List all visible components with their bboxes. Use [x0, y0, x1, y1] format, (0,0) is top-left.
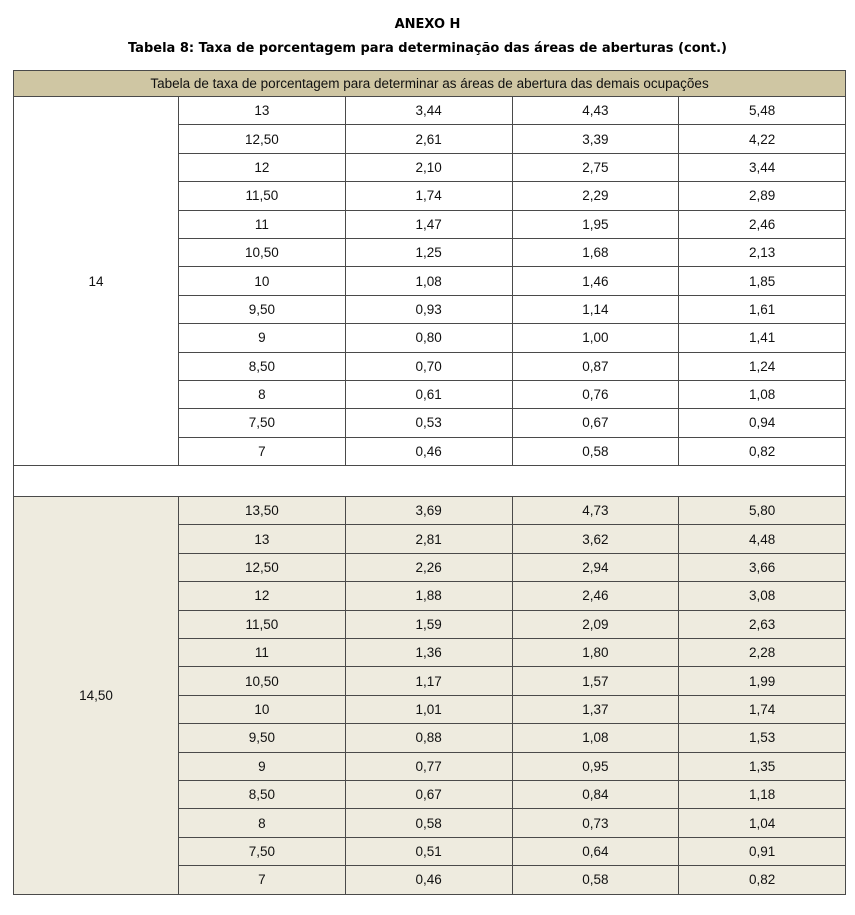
- table-cell: 10,50: [179, 238, 346, 266]
- table-cell: 12: [179, 582, 346, 610]
- table-cell: 0,84: [512, 780, 679, 808]
- table-cell: 1,95: [512, 210, 679, 238]
- table-row: [14, 497, 846, 525]
- table-cell: 5,80: [679, 497, 846, 525]
- table-cell: 1,01: [345, 695, 512, 723]
- table-cell: 1,36: [345, 639, 512, 667]
- table-title: Tabela 8: Taxa de porcentagem para determinação das áreas de aberturas (cont.): [127, 41, 727, 56]
- table-cell: 12,50: [179, 125, 346, 153]
- table-cell: 0,94: [679, 409, 846, 437]
- table-cell: 0,64: [512, 837, 679, 865]
- table-cell: 2,75: [512, 153, 679, 181]
- table-cell: 2,94: [512, 553, 679, 581]
- table-cell: 1,47: [345, 210, 512, 238]
- table-cell: 7,50: [179, 409, 346, 437]
- table-cell: 0,58: [512, 866, 679, 894]
- table-spacer: [14, 466, 846, 497]
- table-cell: 3,62: [512, 525, 679, 553]
- table-cell: 1,85: [679, 267, 846, 295]
- group-label-cell: 14: [14, 97, 179, 466]
- table-cell: 3,66: [679, 553, 846, 581]
- table-cell: 1,35: [679, 752, 846, 780]
- table-cell: 3,69: [345, 497, 512, 525]
- table-cell: 0,53: [345, 409, 512, 437]
- table-cell: 1,74: [345, 182, 512, 210]
- table-cell: 1,24: [679, 352, 846, 380]
- table-cell: 2,46: [512, 582, 679, 610]
- table-cell: 1,37: [512, 695, 679, 723]
- table-cell: 0,46: [345, 866, 512, 894]
- table-cell: 3,08: [679, 582, 846, 610]
- table-cell: 7: [179, 437, 346, 465]
- table-cell: 11,50: [179, 610, 346, 638]
- table-cell: 1,74: [679, 695, 846, 723]
- table-cell: 0,87: [512, 352, 679, 380]
- table-header-row: [14, 71, 846, 97]
- table-cell: 4,73: [512, 497, 679, 525]
- table-cell: 8,50: [179, 780, 346, 808]
- table-cell: 12: [179, 153, 346, 181]
- table-cell: 1,08: [679, 380, 846, 408]
- table-cell: 1,25: [345, 238, 512, 266]
- table-cell: 13: [179, 525, 346, 553]
- table-cell: 2,46: [679, 210, 846, 238]
- table-cell: 1,14: [512, 295, 679, 323]
- table-cell: 1,08: [345, 267, 512, 295]
- table-cell: 0,51: [345, 837, 512, 865]
- table-cell: 0,70: [345, 352, 512, 380]
- table-cell: 0,77: [345, 752, 512, 780]
- table-cell: 12,50: [179, 553, 346, 581]
- table-cell: 3,44: [679, 153, 846, 181]
- table-cell: 0,80: [345, 324, 512, 352]
- table-cell: 1,53: [679, 724, 846, 752]
- table-cell: 2,89: [679, 182, 846, 210]
- table-cell: 7: [179, 866, 346, 894]
- table-cell: 1,88: [345, 582, 512, 610]
- table-cell: 5,48: [679, 97, 846, 125]
- table-cell: 1,99: [679, 667, 846, 695]
- table-cell: 1,04: [679, 809, 846, 837]
- percentage-table: [13, 70, 846, 895]
- table-cell: 2,26: [345, 553, 512, 581]
- table-cell: 8,50: [179, 352, 346, 380]
- table-cell: 2,09: [512, 610, 679, 638]
- table-cell: 2,81: [345, 525, 512, 553]
- table-cell: 0,46: [345, 437, 512, 465]
- table-group-14: [14, 97, 846, 466]
- table-cell: 4,43: [512, 97, 679, 125]
- table-cell: 0,91: [679, 837, 846, 865]
- table-cell: 2,29: [512, 182, 679, 210]
- table-cell: 0,58: [512, 437, 679, 465]
- table-cell: 2,10: [345, 153, 512, 181]
- table-cell: 0,73: [512, 809, 679, 837]
- table-cell: 0,88: [345, 724, 512, 752]
- table-cell: 11,50: [179, 182, 346, 210]
- table-cell: 1,00: [512, 324, 679, 352]
- table-cell: 11: [179, 639, 346, 667]
- table-cell: 2,61: [345, 125, 512, 153]
- table-cell: 2,28: [679, 639, 846, 667]
- table-header: Tabela de taxa de porcentagem para determinar as áreas de abertura das demais ocupações: [14, 71, 846, 97]
- table-cell: 0,82: [679, 866, 846, 894]
- table-cell: 4,22: [679, 125, 846, 153]
- table-cell: 13,50: [179, 497, 346, 525]
- table-cell: 1,18: [679, 780, 846, 808]
- table-cell: 0,93: [345, 295, 512, 323]
- table-cell: 0,82: [679, 437, 846, 465]
- table-cell: 0,67: [345, 780, 512, 808]
- spacer-row: [14, 466, 846, 497]
- table-cell: 0,61: [345, 380, 512, 408]
- table-cell: 1,41: [679, 324, 846, 352]
- table-cell: 9: [179, 324, 346, 352]
- group-label-cell: 14,50: [14, 497, 179, 894]
- table-cell: 0,58: [345, 809, 512, 837]
- table-cell: 1,80: [512, 639, 679, 667]
- table-cell: 3,44: [345, 97, 512, 125]
- table-cell: 1,46: [512, 267, 679, 295]
- table-group-14-50: [14, 497, 846, 894]
- table-cell: 1,68: [512, 238, 679, 266]
- table-cell: 0,67: [512, 409, 679, 437]
- table-cell: 1,57: [512, 667, 679, 695]
- table-cell: 9,50: [179, 295, 346, 323]
- table-cell: 0,95: [512, 752, 679, 780]
- table-cell: 1,59: [345, 610, 512, 638]
- table-cell: 13: [179, 97, 346, 125]
- table-cell: 2,63: [679, 610, 846, 638]
- annex-heading: ANEXO H: [394, 17, 461, 32]
- table-cell: 1,17: [345, 667, 512, 695]
- table-cell: 11: [179, 210, 346, 238]
- table-cell: 8: [179, 380, 346, 408]
- table-cell: 3,39: [512, 125, 679, 153]
- table-cell: 2,13: [679, 238, 846, 266]
- table-cell: 1,61: [679, 295, 846, 323]
- table-cell: 9,50: [179, 724, 346, 752]
- table-cell: 0,76: [512, 380, 679, 408]
- table-cell: 4,48: [679, 525, 846, 553]
- spacer-cell: [14, 466, 846, 497]
- table-cell: 10: [179, 267, 346, 295]
- table-cell: 1,08: [512, 724, 679, 752]
- table-cell: 10: [179, 695, 346, 723]
- table-cell: 9: [179, 752, 346, 780]
- table-cell: 8: [179, 809, 346, 837]
- table-cell: 10,50: [179, 667, 346, 695]
- table-cell: 7,50: [179, 837, 346, 865]
- table-row: [14, 97, 846, 125]
